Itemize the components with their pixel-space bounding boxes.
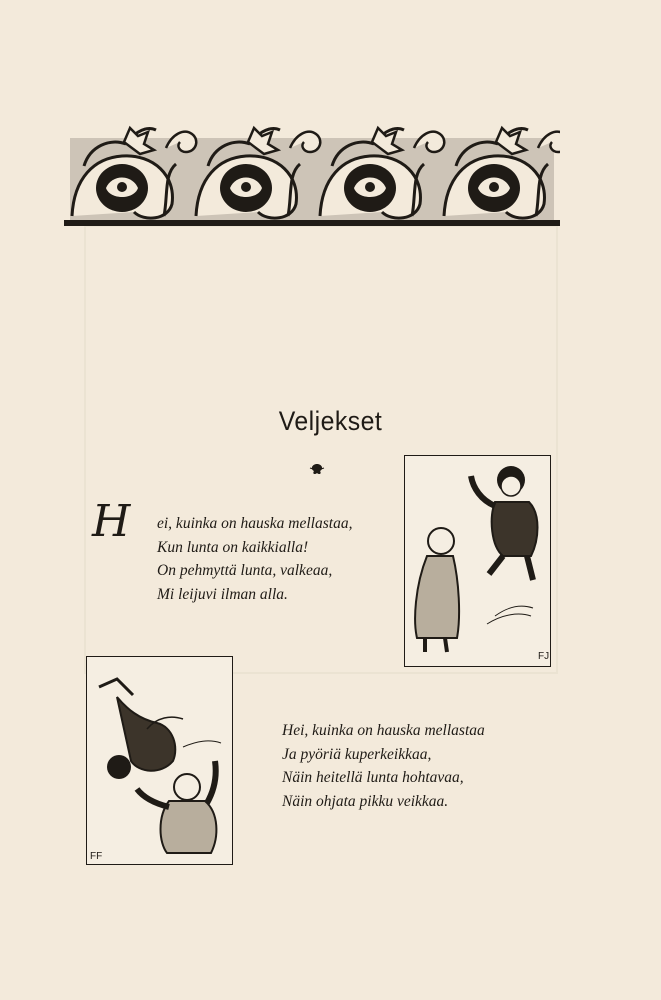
illustration-somersault <box>86 656 233 865</box>
floral-border-ornament <box>64 108 560 230</box>
page-title: Veljekset <box>278 406 383 436</box>
illustration-snowball-throw <box>404 455 551 667</box>
stanza-1-line: Kun lunta on kaikkialla! <box>157 538 309 556</box>
drop-cap: H <box>92 496 131 547</box>
illustrator-monogram: FF <box>90 851 103 862</box>
stanza-1-line: Mi leijuvi ilman alla. <box>157 585 288 603</box>
illustrator-monogram: FJ <box>538 651 550 662</box>
stanza-1-line: ei, kuinka on hauska mellastaa, <box>157 515 353 532</box>
stanza-2-line: Ja pyöriä kuperkeikkaa, <box>282 745 432 763</box>
stanza-1-line: On pehmyttä lunta, valkeaa, <box>157 562 333 579</box>
stanza-1 <box>157 512 352 606</box>
fleuron-icon <box>309 462 325 476</box>
stanza-2-line: Näin ohjata pikku veikkaa. <box>282 792 449 810</box>
stanza-2-line: Hei, kuinka on hauska mellastaa <box>282 722 485 739</box>
stanza-2 <box>282 719 485 813</box>
stanza-2-line: Näin heitellä lunta hohtavaa, <box>282 769 464 786</box>
